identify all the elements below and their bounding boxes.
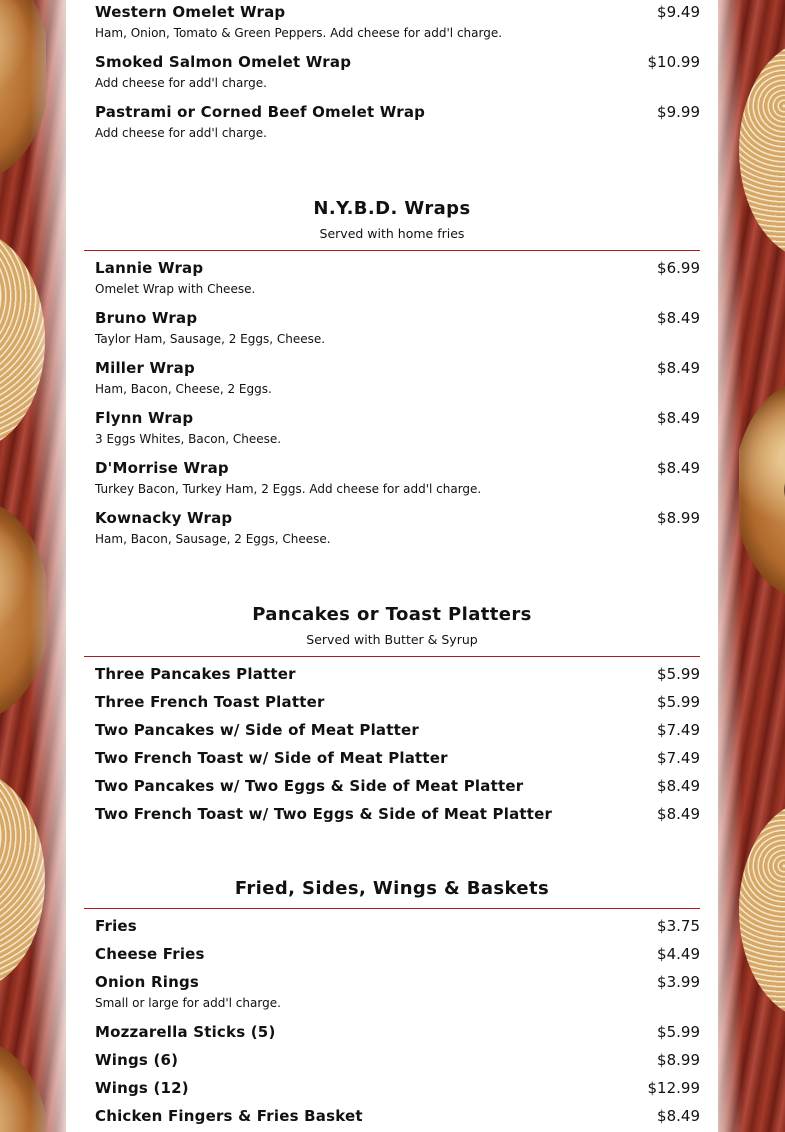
item-name: Smoked Salmon Omelet Wrap xyxy=(95,53,352,71)
item-name: Three French Toast Platter xyxy=(95,693,325,711)
item-price: $3.99 xyxy=(657,973,700,991)
item-name: Bruno Wrap xyxy=(95,309,198,327)
item-price: $7.49 xyxy=(657,749,700,767)
item-price: $8.49 xyxy=(657,459,700,477)
item-name: Flynn Wrap xyxy=(95,409,194,427)
item-price: $5.99 xyxy=(657,1023,700,1041)
item-description: Add cheese for add'l charge. xyxy=(95,126,267,140)
item-price: $9.49 xyxy=(657,3,700,21)
item-price: $8.49 xyxy=(657,309,700,327)
section-divider xyxy=(84,656,700,657)
item-name: Pastrami or Corned Beef Omelet Wrap xyxy=(95,103,426,121)
item-name: Two French Toast w/ Side of Meat Platter xyxy=(95,749,448,767)
item-price: $8.99 xyxy=(657,509,700,527)
item-name: Two Pancakes w/ Two Eggs & Side of Meat Platter xyxy=(95,777,524,795)
section-subtitle-wraps: Served with home fries xyxy=(319,226,465,241)
item-price: $8.49 xyxy=(657,409,700,427)
item-name: Western Omelet Wrap xyxy=(95,3,286,21)
item-name: Wings (6) xyxy=(95,1051,179,1069)
item-name: Fries xyxy=(95,917,137,935)
item-price: $8.99 xyxy=(657,1051,700,1069)
item-price: $6.99 xyxy=(657,259,700,277)
item-name: Two French Toast w/ Two Eggs & Side of Meat Platter xyxy=(95,805,553,823)
section-title-pancakes: Pancakes or Toast Platters xyxy=(252,604,532,625)
item-price: $5.99 xyxy=(657,665,700,683)
item-description: Ham, Bacon, Cheese, 2 Eggs. xyxy=(95,382,272,396)
item-description: Add cheese for add'l charge. xyxy=(95,76,267,90)
item-name: Onion Rings xyxy=(95,973,200,991)
item-name: D'Morrise Wrap xyxy=(95,459,229,477)
background-fade-left xyxy=(30,0,70,1132)
item-name: Three Pancakes Platter xyxy=(95,665,296,683)
item-price: $8.49 xyxy=(657,359,700,377)
item-price: $7.49 xyxy=(657,721,700,739)
item-price: $10.99 xyxy=(647,53,700,71)
section-title-wraps: N.Y.B.D. Wraps xyxy=(313,198,471,219)
section-subtitle-pancakes: Served with Butter & Syrup xyxy=(306,632,478,647)
item-description: Ham, Bacon, Sausage, 2 Eggs, Cheese. xyxy=(95,532,331,546)
item-description: Omelet Wrap with Cheese. xyxy=(95,282,256,296)
item-name: Two Pancakes w/ Side of Meat Platter xyxy=(95,721,419,739)
item-price: $8.49 xyxy=(657,1107,700,1125)
item-price: $12.99 xyxy=(647,1079,700,1097)
item-price: $9.99 xyxy=(657,103,700,121)
item-name: Kownacky Wrap xyxy=(95,509,233,527)
section-divider xyxy=(84,908,700,909)
section-divider xyxy=(84,250,700,251)
item-description: Turkey Bacon, Turkey Ham, 2 Eggs. Add cheese for add'l charge. xyxy=(95,482,482,496)
item-price: $8.49 xyxy=(657,777,700,795)
item-name: Mozzarella Sticks (5) xyxy=(95,1023,276,1041)
item-price: $4.49 xyxy=(657,945,700,963)
item-description: Ham, Onion, Tomato & Green Peppers. Add cheese for add'l charge. xyxy=(95,26,503,40)
item-name: Chicken Fingers & Fries Basket xyxy=(95,1107,363,1125)
item-price: $8.49 xyxy=(657,805,700,823)
item-description: Small or large for add'l charge. xyxy=(95,996,281,1010)
item-name: Cheese Fries xyxy=(95,945,205,963)
item-name: Miller Wrap xyxy=(95,359,195,377)
item-description: 3 Eggs Whites, Bacon, Cheese. xyxy=(95,432,282,446)
item-price: $3.75 xyxy=(657,917,700,935)
item-name: Lannie Wrap xyxy=(95,259,204,277)
item-name: Wings (12) xyxy=(95,1079,189,1097)
item-description: Taylor Ham, Sausage, 2 Eggs, Cheese. xyxy=(95,332,326,346)
item-price: $5.99 xyxy=(657,693,700,711)
section-title-fried: Fried, Sides, Wings & Baskets xyxy=(234,878,550,899)
background-bagel-image-right xyxy=(739,0,785,1132)
